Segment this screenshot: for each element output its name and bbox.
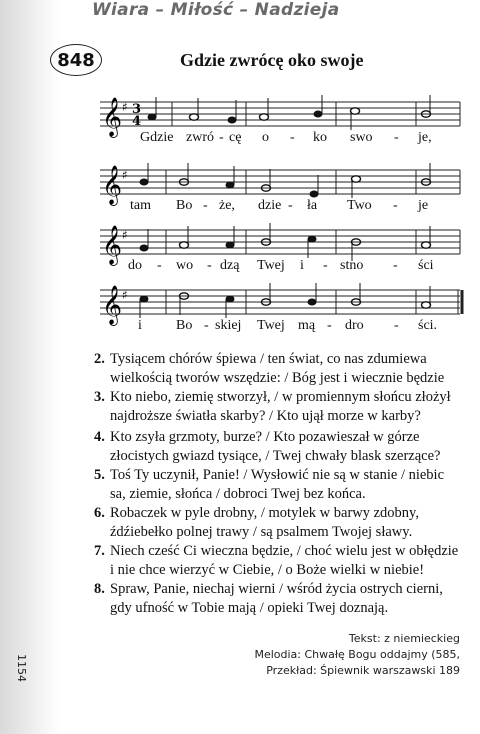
lyric-syllable: do <box>128 258 142 273</box>
credit-text: Tekst: z niemieckieg <box>348 632 460 645</box>
lyric-syllable: Bo <box>176 318 193 333</box>
lyric-syllable: Twej <box>257 258 285 273</box>
lyric-syllable: ko <box>313 130 327 145</box>
music-system-4 <box>0 280 480 360</box>
verse-line: Spraw, Panie, niechaj wierni / wśród życia ostrych cierni, <box>110 581 443 597</box>
section-header: Wiara – Miłość – Nadzieja <box>92 0 340 20</box>
verse-line: źdźiebełko polnej trawy / są psalmem Twojej sławy. <box>110 524 413 540</box>
lyric-syllable: ści. <box>418 318 438 333</box>
verse-number: 7. <box>94 543 105 559</box>
lyric-syllable: - <box>290 130 295 145</box>
lyric-syllable: - <box>393 198 398 213</box>
lyric-syllable: - <box>327 318 332 333</box>
lyric-syllable: ła <box>307 198 318 213</box>
sharp-icon: ♯ <box>122 228 128 242</box>
lyric-syllable: - <box>323 258 328 273</box>
lyric-syllable: - <box>394 318 399 333</box>
verse-7 <box>94 542 459 580</box>
lyric-syllable: mą <box>298 318 316 333</box>
verse-3 <box>94 388 451 426</box>
verse-line: i nie chce wierzyć w Ciebie, / o Boże wielki w niebie! <box>110 562 425 578</box>
verse-4 <box>94 428 441 466</box>
lyric-syllable: - <box>157 258 162 273</box>
verse-line: złocistych gwiazd tysiące, / Twej chwały blask szerzące? <box>110 448 441 464</box>
treble-clef-icon: 𝄞 <box>102 97 123 137</box>
verse-line: wielkością tworów wszędzie: / Bóg jest i wiecznie będzie <box>110 370 445 386</box>
lyric-syllable: i <box>138 318 142 333</box>
lyric-syllable: dro <box>345 318 364 333</box>
lyric-syllable: - <box>288 198 293 213</box>
lyric-syllable: - <box>203 198 208 213</box>
verse-line: Toś Ty uczynił, Panie! / Wysłowić nie są w stanie / niebic <box>110 467 445 483</box>
verse-line: sa, ziemie, słońca / dobroci Twej bez końca. <box>110 486 366 502</box>
lyric-syllable: o <box>262 130 269 145</box>
lyric-syllable: je, <box>418 130 432 145</box>
verse-line: Robaczek w pyle drobny, / motylek w barwy zdobny, <box>110 505 419 521</box>
lyric-syllable: cę <box>229 130 242 145</box>
lyric-syllable: dzą <box>220 258 240 273</box>
song-title: Gdzie zwrócę oko swoje <box>180 50 364 70</box>
verse-2 <box>94 350 445 388</box>
lyric-syllable: tam <box>130 198 151 213</box>
lyric-syllable: - <box>219 130 224 145</box>
lyric-syllable: zwró <box>186 130 214 145</box>
lyric-syllable: - <box>204 318 209 333</box>
verse-line: Tysiącem chórów śpiewa / ten świat, co nas zdumiewa <box>110 351 427 367</box>
sharp-icon: ♯ <box>122 168 128 182</box>
verse-number: 5. <box>94 467 105 483</box>
lyric-syllable: - <box>207 258 212 273</box>
verse-5 <box>94 466 445 504</box>
treble-clef-icon: 𝄞 <box>102 225 123 265</box>
time-signature-top: 3 <box>132 102 142 117</box>
song-number-badge: 848 <box>50 44 102 76</box>
verse-line: Kto niebo, ziemię stworzył, / w promiennym słońcu złożył <box>110 389 451 405</box>
lyric-syllable: Bo <box>176 198 193 213</box>
verse-line: Niech cześć Ci wieczna będzie, / choć wielu jest w obłędzie <box>110 543 459 559</box>
page-number: 1154 <box>15 654 28 682</box>
treble-clef-icon: 𝄞 <box>102 165 123 205</box>
verse-line: najdroższe światła skarby? / Kto ujął morze w karby? <box>110 408 421 424</box>
verse-line: gdy ufność w Tobie mają / opieki Twej doznają. <box>110 600 389 616</box>
lyric-syllable: Two <box>347 198 372 213</box>
sharp-icon: ♯ <box>122 100 128 114</box>
lyric-syllable: skiej <box>215 318 242 333</box>
lyric-syllable: - <box>393 258 398 273</box>
lyric-syllable: je <box>418 198 429 213</box>
lyric-syllable: dzie <box>258 198 282 213</box>
verse-number: 8. <box>94 581 105 597</box>
verse-8 <box>94 580 443 618</box>
treble-clef-icon: 𝄞 <box>102 285 123 325</box>
time-signature-bottom: 4 <box>132 114 142 129</box>
lyric-syllable: - <box>394 130 399 145</box>
lyric-syllable: stno <box>340 258 364 273</box>
verse-line: Kto zsyła grzmoty, burze? / Kto pozawieszał w górze <box>110 429 420 445</box>
sharp-icon: ♯ <box>122 288 128 302</box>
verse-number: 2. <box>94 351 105 367</box>
verse-6 <box>94 504 419 542</box>
lyric-syllable: wo <box>176 258 194 273</box>
lyric-syllable: ści <box>418 258 434 273</box>
lyric-syllable: Gdzie <box>140 130 174 145</box>
lyric-syllable: Twej <box>257 318 285 333</box>
lyric-syllable: że, <box>219 198 235 213</box>
credit-melody: Melodia: Chwałę Bogu oddajmy (585, <box>254 648 460 661</box>
lyric-syllable: i <box>300 258 304 273</box>
lyric-syllable: swo <box>350 130 373 145</box>
verse-number: 3. <box>94 389 105 405</box>
verse-number: 4. <box>94 429 105 445</box>
credit-translation: Przekład: Śpiewnik warszawski 189 <box>266 664 460 677</box>
verse-number: 6. <box>94 505 105 521</box>
